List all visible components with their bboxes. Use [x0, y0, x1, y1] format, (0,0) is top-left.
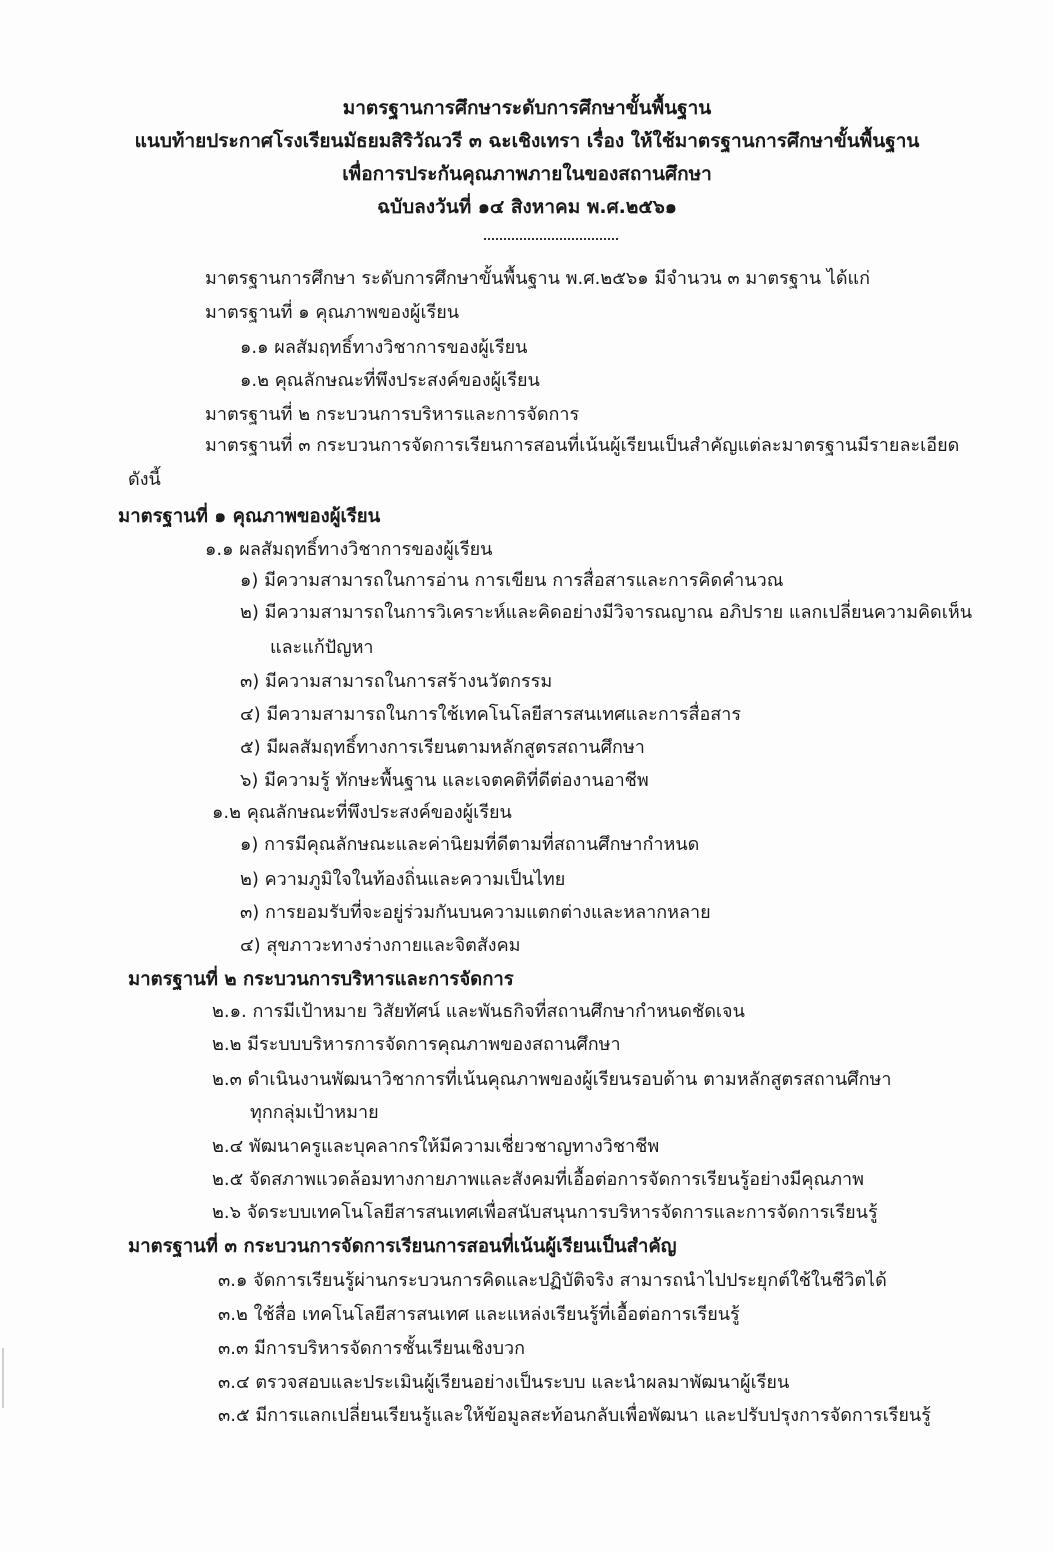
list-item: ๒) ความภูมิใจในท้องถิ่นและความเป็นไทย	[240, 869, 566, 890]
list-item: ๒.๕ จัดสภาพแวดล้อมทางกายภาพและสังคมที่เอื้อต่อการจัดการเรียนรู้อย่างมีคุณภาพ	[212, 1169, 864, 1190]
list-item: ๓.๔ ตรวจสอบและประเมินผู้เรียนอย่างเป็นระบบ และนำผลมาพัฒนาผู้เรียน	[218, 1372, 790, 1393]
standard-1-title: มาตรฐานที่ ๑ คุณภาพของผู้เรียน	[118, 506, 381, 527]
list-item: ๓) มีความสามารถในการสร้างนวัตกรรม	[240, 671, 553, 692]
header-title: มาตรฐานการศึกษาระดับการศึกษาขั้นพื้นฐาน	[342, 97, 712, 119]
list-item: ๔) มีความสามารถในการใช้เทคโนโลยีสารสนเทศและการสื่อสาร	[240, 704, 742, 725]
list-item: ๒.๖ จัดระบบเทคโนโลยีสารสนเทศเพื่อสนับสนุนการบริหารจัดการและการจัดการเรียนรู้	[212, 1202, 878, 1223]
list-item: ๓.๕ มีการแลกเปลี่ยนเรียนรู้และให้ข้อมูลสะท้อนกลับเพื่อพัฒนา และปรับปรุงการจัดการเรียนรู้	[218, 1405, 931, 1426]
intro-line: ดังนี้	[128, 469, 161, 490]
list-item: ๕) มีผลสัมฤทธิ์ทางการเรียนตามหลักสูตรสถานศึกษา	[240, 737, 645, 758]
list-item: ๑) การมีคุณลักษณะและค่านิยมที่ดีตามที่สถานศึกษากำหนด	[240, 834, 700, 855]
subsection-title: ๑.๑ ผลสัมฤทธิ์ทางวิชาการของผู้เรียน	[205, 539, 493, 560]
list-item-continuation: และแก้ปัญหา	[270, 637, 374, 658]
dotted-separator	[484, 232, 618, 240]
header-date: ฉบับลงวันที่ ๑๔ สิงหาคม พ.ศ.๒๕๖๑	[377, 196, 677, 218]
list-item: ๓) การยอมรับที่จะอยู่ร่วมกันบนความแตกต่างและหลากหลาย	[240, 902, 711, 923]
scan-edge-mark	[2, 1348, 4, 1408]
list-item: ๒.๒ มีระบบบริหารการจัดการคุณภาพของสถานศึกษา	[212, 1034, 621, 1055]
intro-line: ๑.๑ ผลสัมฤทธิ์ทางวิชาการของผู้เรียน	[240, 337, 528, 358]
subsection-title: ๑.๒ คุณลักษณะที่พึงประสงค์ของผู้เรียน	[212, 802, 512, 823]
list-item: ๔) สุขภาวะทางร่างกายและจิตสังคม	[240, 935, 521, 956]
standard-2-title: มาตรฐานที่ ๒ กระบวนการบริหารและการจัดการ	[128, 969, 514, 990]
list-item: ๒) มีความสามารถในการวิเคราะห์และคิดอย่างมีวิจารณญาณ อภิปราย แลกเปลี่ยนความคิดเห็น	[240, 602, 973, 623]
document-header	[0, 92, 1054, 224]
list-item: ๒.๔ พัฒนาครูและบุคลากรให้มีความเชี่ยวชาญทางวิชาชีพ	[212, 1136, 660, 1157]
header-subtitle: แนบท้ายประกาศโรงเรียนมัธยมสิริวัณวรี ๓ ฉะเชิงเทรา เรื่อง ให้ใช้มาตรฐานการศึกษาขั้นพื้นฐาน	[134, 130, 920, 152]
list-item: ๖) มีความรู้ ทักษะพื้นฐาน และเจตคติที่ดีต่องานอาชีพ	[240, 770, 649, 791]
intro-line: มาตรฐานการศึกษา ระดับการศึกษาขั้นพื้นฐาน พ.ศ.๒๕๖๑ มีจำนวน ๓ มาตรฐาน ได้แก่	[205, 268, 871, 289]
intro-line: มาตรฐานที่ ๒ กระบวนการบริหารและการจัดการ	[205, 404, 580, 425]
intro-line: ๑.๒ คุณลักษณะที่พึงประสงค์ของผู้เรียน	[240, 370, 540, 391]
list-item: ๒.๑. การมีเป้าหมาย วิสัยทัศน์ และพันธกิจที่สถานศึกษากำหนดชัดเจน	[212, 1001, 745, 1022]
list-item: ๑) มีความสามารถในการอ่าน การเขียน การสื่อสารและการคิดคำนวณ	[240, 570, 784, 591]
list-item: ๓.๑ จัดการเรียนรู้ผ่านกระบวนการคิดและปฏิบัติจริง สามารถนำไปประยุกต์ใช้ในชีวิตได้	[218, 1270, 887, 1291]
list-item: ๓.๒ ใช้สื่อ เทคโนโลยีสารสนเทศ และแหล่งเรียนรู้ที่เอื้อต่อการเรียนรู้	[218, 1304, 740, 1325]
list-item-continuation: ทุกกลุ่มเป้าหมาย	[250, 1102, 379, 1123]
header-purpose: เพื่อการประกันคุณภาพภายในของสถานศึกษา	[342, 163, 712, 185]
standard-3-title: มาตรฐานที่ ๓ กระบวนการจัดการเรียนการสอนที่เน้นผู้เรียนเป็นสำคัญ	[128, 1236, 677, 1257]
intro-line: มาตรฐานที่ ๓ กระบวนการจัดการเรียนการสอนที่เน้นผู้เรียนเป็นสำคัญแต่ละมาตรฐานมีรายละเอียด	[205, 435, 960, 456]
intro-line: มาตรฐานที่ ๑ คุณภาพของผู้เรียน	[205, 302, 460, 323]
list-item: ๒.๓ ดำเนินงานพัฒนาวิชาการที่เน้นคุณภาพของผู้เรียนรอบด้าน ตามหลักสูตรสถานศึกษา	[212, 1069, 892, 1090]
list-item: ๓.๓ มีการบริหารจัดการชั้นเรียนเชิงบวก	[218, 1338, 526, 1359]
